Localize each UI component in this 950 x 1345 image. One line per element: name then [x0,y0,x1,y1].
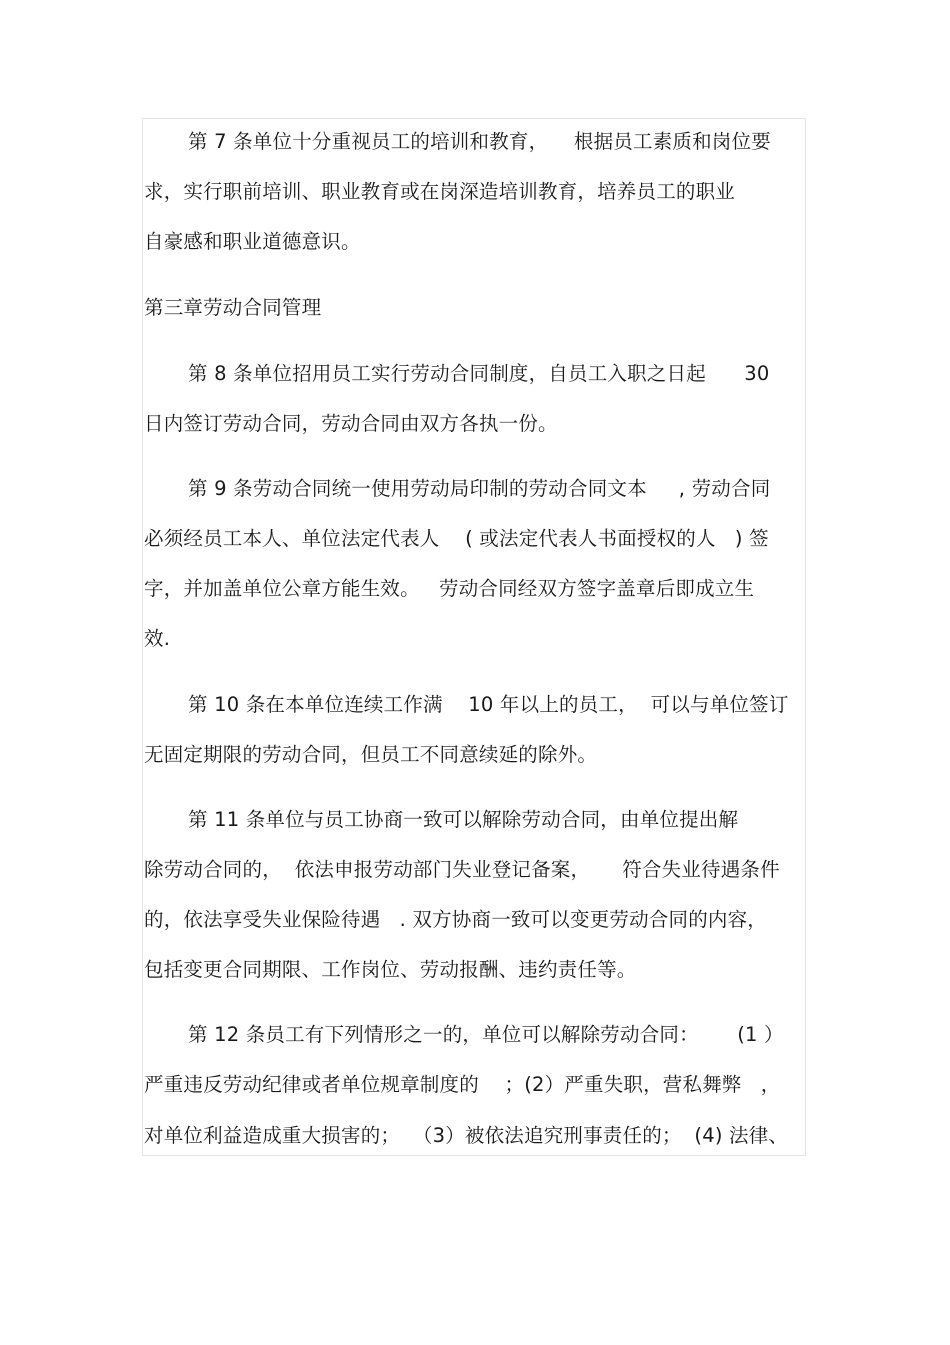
article-8-line-1: 第 8 条单位招用员工实行劳动合同制度，自员工入职之日起 30 [188,362,770,385]
article-10-line-1: 第 10 条在本单位连续工作满 10 年以上的员工， 可以与单位签订 [188,693,789,716]
article-12-line-1: 第 12 条员工有下列情形之一的，单位可以解除劳动合同： (1 ） [188,1023,784,1046]
article-11-line-2: 除劳动合同的， 依法申报劳动部门失业登记备案， 符合失业待遇条件 [144,858,780,881]
article-9-line-2: 必须经员工本人、单位法定代表人 ( 或法定代表人书面授权的人 ) 签 [144,527,769,550]
article-9-line-1: 第 9 条劳动合同统一使用劳动局印制的劳动合同文本 , 劳动合同 [188,477,771,500]
page-frame [142,118,806,1156]
article-12-line-2: 严重违反劳动纪律或者单位规章制度的 ；(2）严重失职，营私舞弊 ， [144,1073,781,1096]
article-8-line-2: 日内签订劳动合同，劳动合同由双方各执一份。 [144,412,558,435]
article-12-line-3: 对单位利益造成重大损害的； （3）被依法追究刑事责任的； (4) 法律、 [144,1124,789,1147]
article-7-line-3: 自豪感和职业道德意识。 [144,230,361,253]
article-11-line-3: 的，依法享受失业保险待遇 . 双方协商一致可以变更劳动合同的内容， [144,908,767,931]
chapter-3-heading: 第三章劳动合同管理 [144,296,322,319]
article-7-line-2: 求，实行职前培训、职业教育或在岗深造培训教育，培养员工的职业 [144,180,736,203]
article-9-line-3: 字，并加盖单位公章方能生效。 劳动合同经双方签字盖章后即成立生 [144,577,755,600]
article-11-line-4: 包括变更合同期限、工作岗位、劳动报酬、违约责任等。 [144,958,637,981]
article-11-line-1: 第 11 条单位与员工协商一致可以解除劳动合同，由单位提出解 [188,808,739,831]
article-10-line-2: 无固定期限的劳动合同，但员工不同意续延的除外。 [144,743,598,766]
article-7-line-1: 第 7 条单位十分重视员工的培训和教育， 根据员工素质和岗位要 [188,130,771,153]
article-9-line-4: 效. [144,627,171,650]
